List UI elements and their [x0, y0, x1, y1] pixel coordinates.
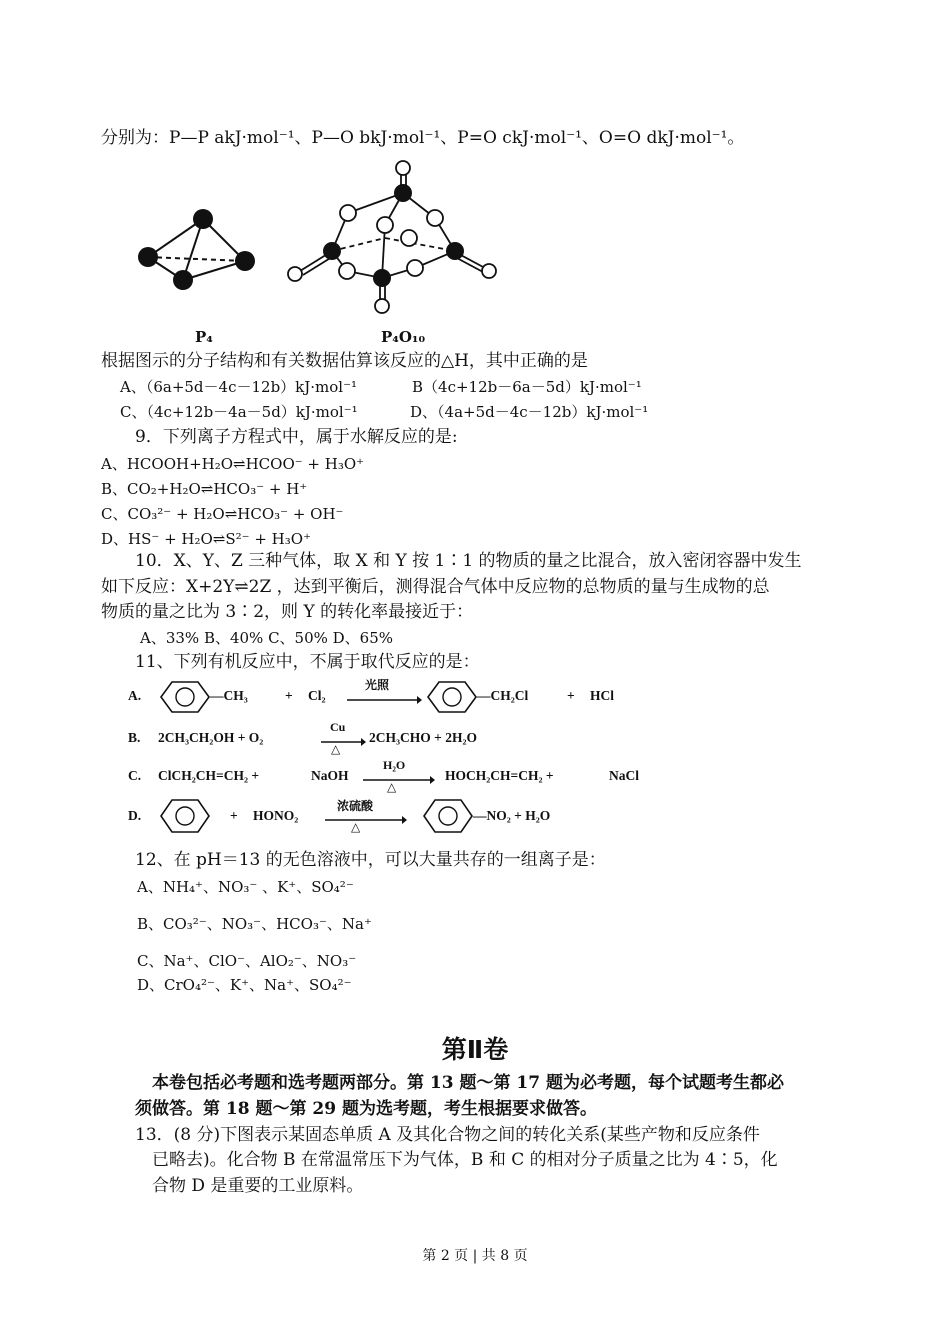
bond-energy-line: 分别为：P—P akJ·mol⁻¹、P—O bkJ·mol⁻¹、P=O ckJ·mol⁻¹、O=O dkJ·mol⁻¹。 — [101, 128, 745, 148]
p4-structure-figure — [130, 205, 270, 295]
reaction-a-plus: + — [285, 688, 293, 703]
q10-line-3: 物质的量之比为 3∶2，则 Y 的转化率最接近于： — [101, 602, 474, 622]
reaction-arrow — [321, 738, 366, 746]
p4o10-label: P₄O₁₀ — [381, 328, 426, 346]
q11-stem: 11、下列有机反应中，不属于取代反应的是： — [135, 652, 480, 672]
reaction-c-label: C. — [128, 768, 142, 783]
reaction-d-label: D. — [128, 808, 142, 823]
reaction-c-product-2: NaCl — [609, 768, 639, 783]
reaction-a-condition: 光照 — [365, 678, 390, 692]
reaction-d-nitric-acid: HONO₂ — [253, 808, 299, 823]
reaction-a-chlorine: Cl₂ — [308, 688, 326, 703]
section-2-intro-line-1: 本卷包括必考题和选考题两部分。第 13 题～第 17 题为必考题，每个试题考生都必 — [152, 1073, 784, 1093]
q9-option-b: B、CO₂+H₂O⇌HCO₃⁻ + H⁺ — [101, 480, 308, 498]
p4-label: P₄ — [195, 328, 213, 346]
q9-option-c: C、CO₃²⁻ + H₂O⇌HCO₃⁻ + OH⁻ — [101, 505, 344, 523]
q12-option-a: A、NH₄⁺、NO₃⁻ 、K⁺、SO₄²⁻ — [137, 878, 354, 896]
reaction-b-products: 2CH₃CHO + 2H₂O — [369, 730, 478, 745]
reaction-c-reactant-2: NaOH — [311, 768, 349, 783]
reaction-c-heat: △ — [387, 780, 397, 794]
reaction-a-plus-2: + — [567, 688, 575, 703]
q8-option-d: D、（4a+5d－4c－12b）kJ·mol⁻¹ — [410, 403, 649, 421]
benzene-ring-icon — [160, 680, 210, 714]
q8-option-c: C、（4c+12b－4a－5d）kJ·mol⁻¹ — [120, 403, 358, 421]
q12-stem: 12、在 pH＝13 的无色溶液中，可以大量共存的一组离子是： — [135, 850, 606, 870]
reaction-d-plus: + — [230, 808, 238, 823]
q13-line-1: 13．(8 分)下图表示某固态单质 A 及其化合物之间的转化关系(某些产物和反应条件 — [135, 1125, 760, 1145]
q9-option-d: D、HS⁻ + H₂O⇌S²⁻ + H₃O⁺ — [101, 530, 311, 548]
reaction-c-solvent: H₂O — [383, 758, 406, 772]
p4o10-structure-figure — [285, 158, 505, 323]
reaction-a-label: A. — [128, 688, 142, 703]
q10-options: A、33% B、40% C、50% D、65% — [140, 629, 394, 647]
q8-option-a: A、（6a+5d－4c－12b）kJ·mol⁻¹ — [120, 378, 358, 396]
section-2-title: 第Ⅱ卷 — [441, 1035, 509, 1064]
q9-option-a: A、HCOOH+H₂O⇌HCOO⁻ + H₃O⁺ — [101, 455, 365, 473]
reaction-a-methyl: —CH₃ — [210, 688, 248, 703]
benzene-ring-icon — [427, 680, 477, 714]
q8-option-b: B（4c+12b－6a－5d）kJ·mol⁻¹ — [412, 378, 642, 396]
q13-line-3: 合物 D 是重要的工业原料。 — [152, 1176, 364, 1196]
q13-line-2: 已略去)。化合物 B 在常温常压下为气体，B 和 C 的相对分子质量之比为 4∶5，化 — [152, 1150, 778, 1170]
reaction-d-heat: △ — [351, 820, 361, 834]
section-2-intro-line-2: 须做答。第 18 题～第 29 题为选考题，考生根据要求做答。 — [135, 1099, 597, 1119]
reaction-arrow — [325, 816, 407, 824]
reaction-arrow — [363, 776, 435, 784]
page-footer: 第 2 页 | 共 8 页 — [422, 1248, 528, 1264]
benzene-ring-icon — [423, 798, 473, 834]
q12-option-d: D、CrO₄²⁻、K⁺、Na⁺、SO₄²⁻ — [137, 976, 352, 994]
reaction-b-label: B. — [128, 730, 141, 745]
q12-option-b: B、CO₃²⁻、NO₃⁻、HCO₃⁻、Na⁺ — [137, 915, 372, 933]
reaction-c-product-1: HOCH₂CH=CH₂ + — [445, 768, 554, 783]
q10-line-2: 如下反应：X+2Y⇌2Z ，达到平衡后，测得混合气体中反应物的总物质的量与生成物的总 — [101, 577, 770, 597]
benzene-ring-icon — [160, 798, 210, 834]
reaction-c-reactant-1: ClCH₂CH=CH₂ + — [158, 768, 260, 783]
reaction-b-reactants: 2CH₃CH₂OH + O₂ — [158, 730, 264, 745]
reaction-b-heat: △ — [331, 742, 341, 756]
q10-line-1: 10．X、Y、Z 三种气体，取 X 和 Y 按 1∶1 的物质的量之比混合，放入密闭容器中发生 — [135, 551, 802, 571]
q9-stem: 9．下列离子方程式中，属于水解反应的是: — [135, 427, 458, 447]
reaction-a-hcl: HCl — [590, 688, 615, 703]
q12-option-c: C、Na⁺、ClO⁻、AlO₂⁻、NO₃⁻ — [137, 952, 357, 970]
reaction-a-product: —CH₂Cl — [477, 688, 529, 703]
q8-stem: 根据图示的分子结构和有关数据估算该反应的△H，其中正确的是 — [101, 351, 588, 371]
reaction-d-product: —NO₂ + H₂O — [473, 808, 551, 823]
reaction-d-catalyst: 浓硫酸 — [337, 799, 374, 813]
reaction-b-catalyst: Cu — [330, 720, 346, 734]
reaction-arrow — [347, 696, 422, 704]
